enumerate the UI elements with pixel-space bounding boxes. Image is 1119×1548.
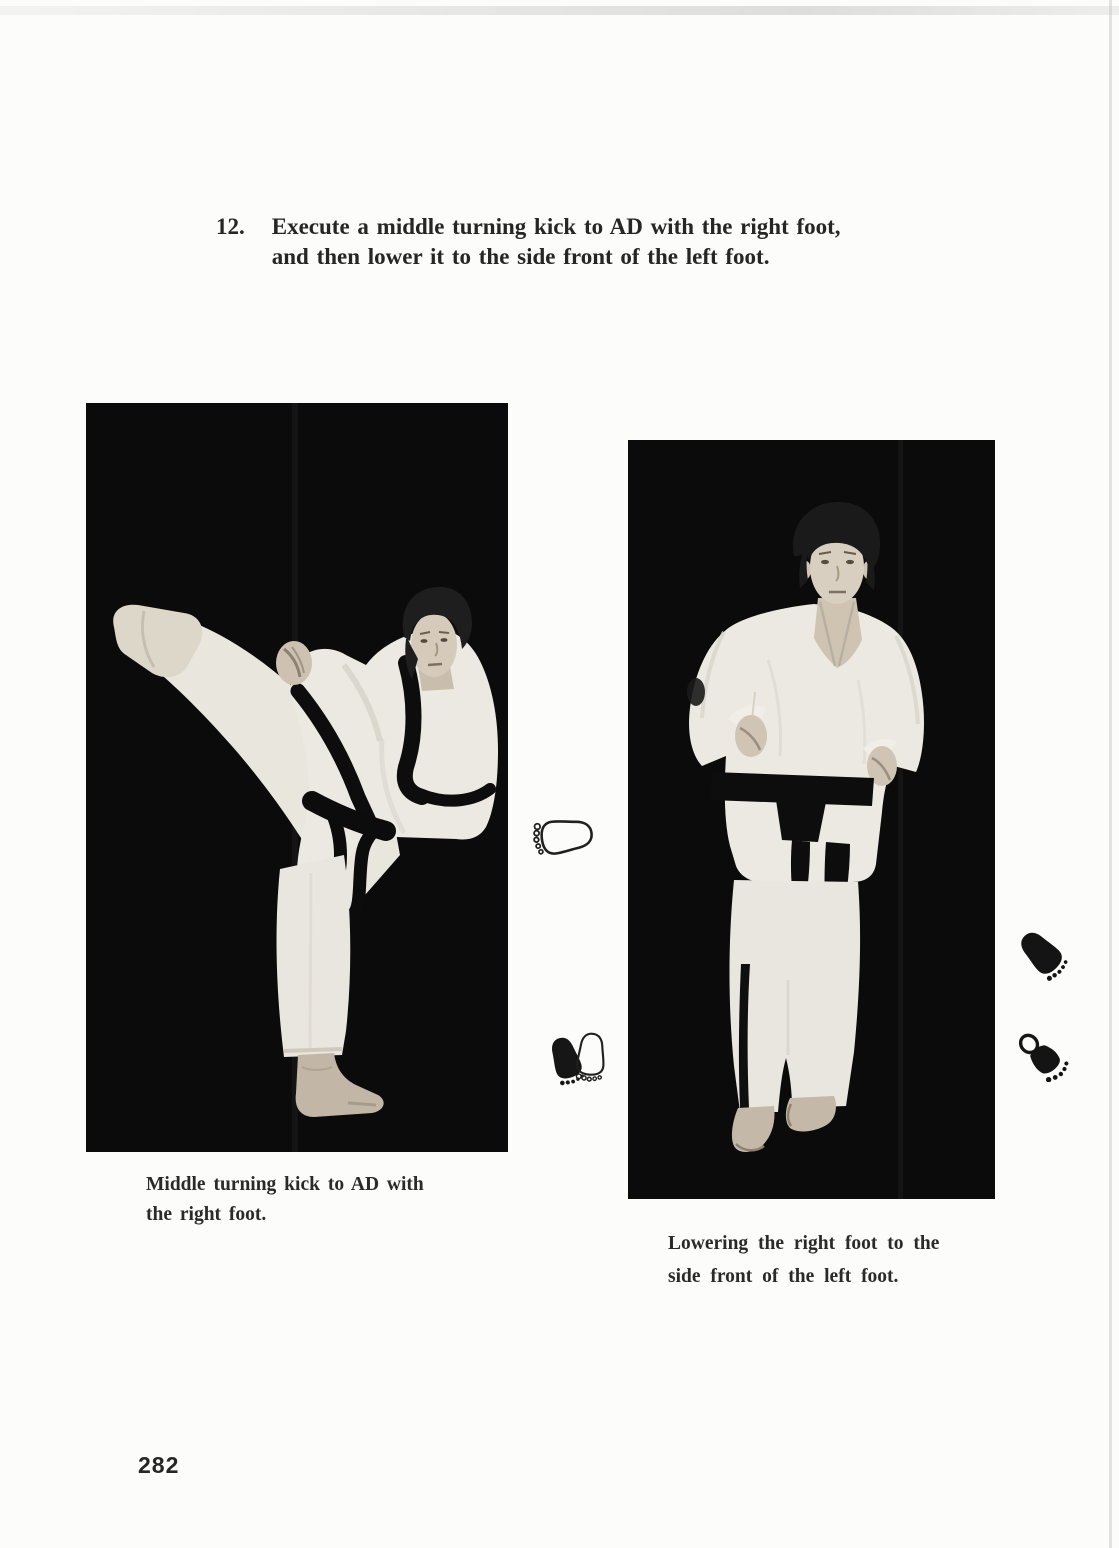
instruction-step	[216, 212, 841, 272]
fist	[276, 641, 312, 685]
footprint-ball-of-foot-icon	[1012, 1024, 1072, 1082]
photo-middle-turning-kick	[86, 403, 508, 1152]
step-number: 12.	[216, 214, 245, 239]
kick-photo-illustration	[86, 403, 508, 1152]
footprint-outline-horizontal-icon	[518, 816, 600, 862]
caption-left-line-1: Middle turning kick to AD with	[146, 1174, 424, 1195]
caption-left	[146, 1170, 424, 1230]
pants	[730, 880, 861, 1112]
caption-right-line-2: side front of the left foot.	[668, 1266, 899, 1287]
caption-right	[668, 1227, 939, 1293]
footprint-filled-icon	[1012, 926, 1068, 988]
instruction-line-1: Execute a middle turning kick to AD with the right foot,	[271, 214, 841, 239]
footprint-pair-icon	[548, 1030, 608, 1096]
scan-artifact-page-edge	[1109, 0, 1112, 1548]
caption-right-line-1: Lowering the right foot to the	[668, 1233, 940, 1254]
photo-lowering-right-foot	[628, 440, 995, 1199]
step-text	[272, 212, 841, 272]
scan-artifact-top-streak	[0, 6, 1119, 15]
stance-photo-illustration	[628, 440, 995, 1199]
page-number: 282	[138, 1452, 180, 1478]
caption-left-line-2: the right foot.	[146, 1204, 267, 1225]
instruction-line-2: and then lower it to the side front of the left foot.	[271, 244, 770, 269]
